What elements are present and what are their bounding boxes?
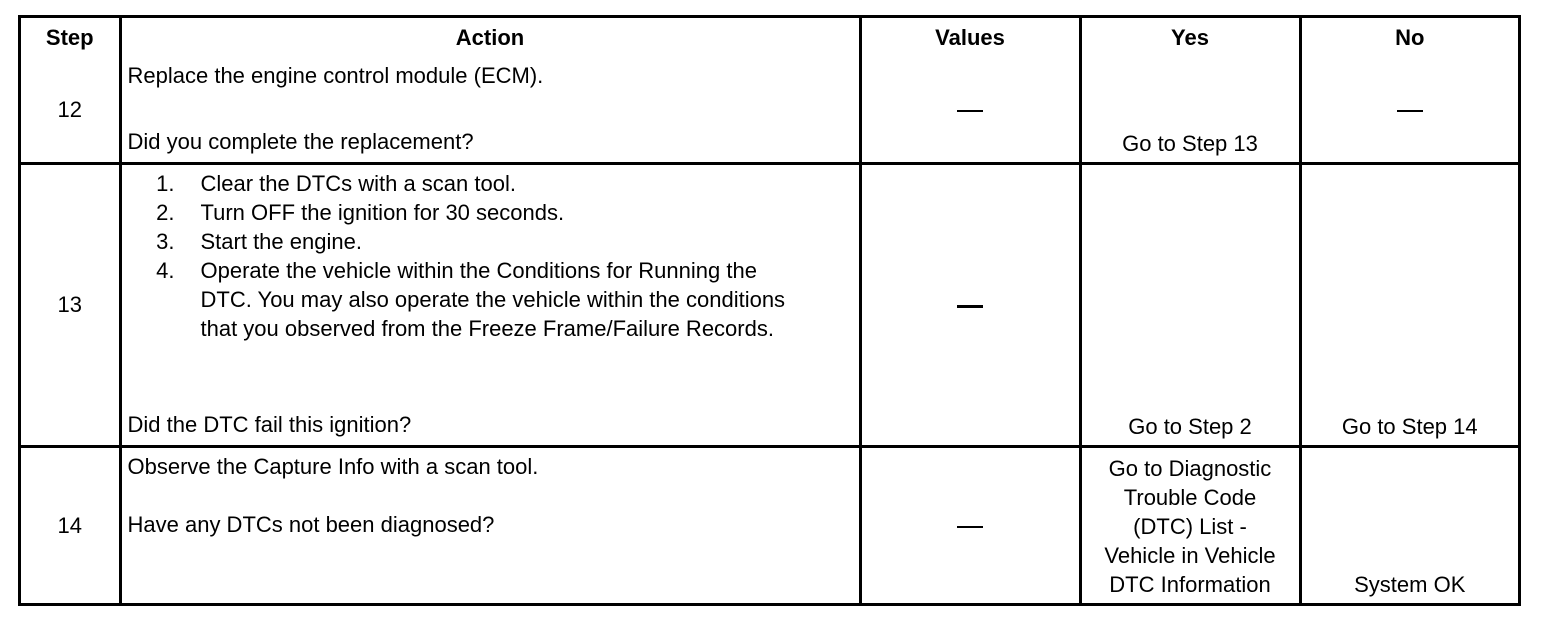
em-dash <box>957 526 983 528</box>
yes-cell: Go to Diagnostic Trouble Code (DTC) List - Vehicle in Vehicle DTC Information <box>1080 446 1300 603</box>
action-question: Have any DTCs not been diagnosed? <box>127 511 495 537</box>
values-cell <box>860 446 1080 603</box>
em-dash <box>957 305 983 308</box>
header-yes: Yes <box>1080 18 1300 57</box>
action-cell <box>120 446 860 603</box>
list-item-number: 1. <box>156 170 175 196</box>
header-step: Step <box>21 18 120 57</box>
em-dash <box>957 110 983 112</box>
list-item-number: 2. <box>156 199 175 225</box>
list-item-text: Operate the vehicle within the Conditions for Running the DTC. You may also operate the vehicle within the conditions that you observed from the Freeze Frame/Failure Records. <box>200 257 786 341</box>
step-number: 13 <box>21 163 120 446</box>
table-row-step-12 <box>21 57 1518 163</box>
em-dash <box>1397 110 1423 112</box>
list-item-number: 3. <box>156 228 175 254</box>
list-item-text: Turn OFF the ignition for 30 seconds. <box>200 199 565 225</box>
list-item-text: Start the engine. <box>200 228 362 254</box>
spacer <box>128 481 851 510</box>
values-cell <box>860 163 1080 446</box>
step-number: 12 <box>21 57 120 163</box>
table-row-step-13 <box>21 163 1518 446</box>
header-values: Values <box>860 18 1080 57</box>
step-number: 14 <box>21 446 120 603</box>
action-cell <box>120 57 860 163</box>
no-cell <box>1300 57 1518 163</box>
header-row <box>21 18 1518 57</box>
list-item <box>128 169 851 198</box>
list-item <box>128 227 851 256</box>
table-row-step-14 <box>21 446 1518 603</box>
no-cell: Go to Step 14 <box>1300 163 1518 446</box>
header-action: Action <box>120 18 860 57</box>
diagnostic-table-frame <box>18 15 1521 606</box>
action-intro: Observe the Capture Info with a scan tool. <box>127 453 539 479</box>
yes-cell: Go to Step 13 <box>1080 57 1300 163</box>
list-item <box>128 256 851 343</box>
list-item <box>128 198 851 227</box>
values-cell <box>860 57 1080 163</box>
action-cell <box>120 163 860 446</box>
action-question: Did the DTC fail this ignition? <box>127 411 412 437</box>
yes-cell: Go to Step 2 <box>1080 163 1300 446</box>
action-question: Did you complete the replacement? <box>127 128 474 154</box>
action-intro: Replace the engine control module (ECM). <box>127 63 544 88</box>
action-step-list <box>128 169 851 343</box>
no-cell: System OK <box>1300 446 1518 603</box>
list-item-text: Clear the DTCs with a scan tool. <box>200 170 516 196</box>
list-item-number: 4. <box>156 257 175 283</box>
diagnostic-table <box>21 18 1518 603</box>
header-no: No <box>1300 18 1518 57</box>
